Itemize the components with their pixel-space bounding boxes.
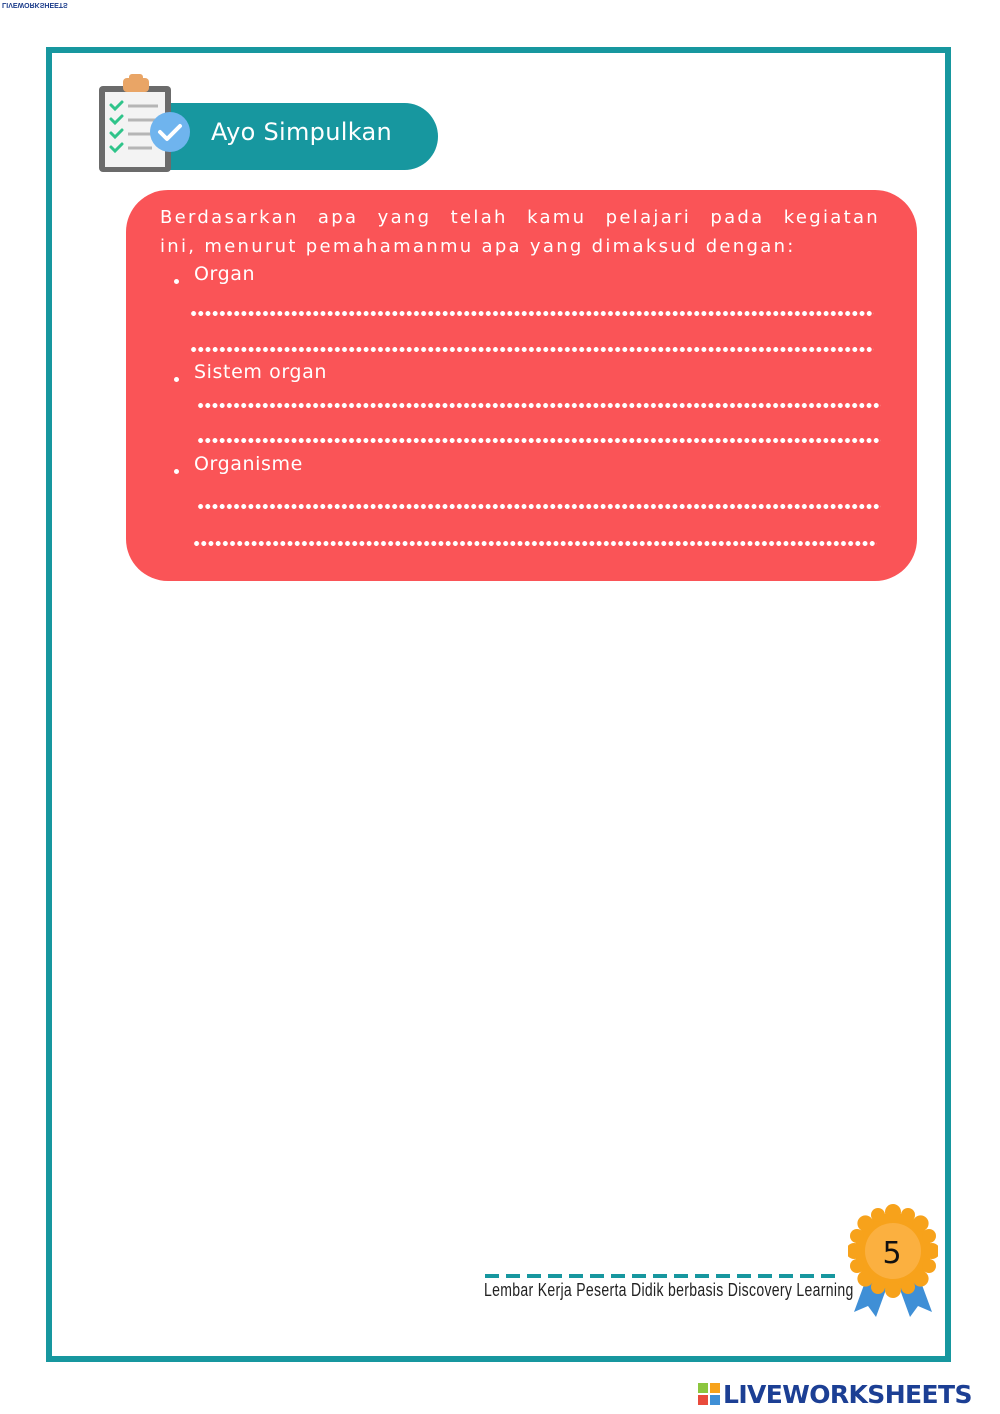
bullet-dot [174, 377, 179, 382]
item-label-organisme: Organisme [194, 453, 303, 475]
answer-line-sistem-organ-1[interactable] [197, 403, 881, 408]
liveworksheets-wordmark: LIVEWORKSHEETS [723, 1379, 972, 1409]
liveworksheets-brand [698, 1378, 972, 1410]
answer-line-organ-2[interactable] [190, 347, 874, 352]
liveworksheets-logo-icon [698, 1383, 720, 1405]
question-prompt-line-2: ini, menurut pemahamanmu apa yang dimaksud dengan: [160, 236, 796, 257]
section-title: Ayo Simpulkan [211, 118, 392, 146]
bullet-dot [174, 279, 179, 284]
answer-line-organisme-2[interactable] [193, 541, 877, 546]
answer-line-organisme-1[interactable] [197, 504, 881, 509]
top-watermark-logo: LIVEWORKSHEETS [2, 1, 68, 8]
footer-caption: Lembar Kerja Peserta Didik berbasis Discovery Learning [484, 1280, 854, 1300]
item-label-organ: Organ [194, 263, 256, 285]
clipboard-checklist-icon [96, 72, 196, 176]
page-number: 5 [882, 1236, 902, 1271]
question-prompt-line-1: Berdasarkan apa yang telah kamu pelajari pada kegiatan [160, 207, 880, 228]
answer-line-sistem-organ-2[interactable] [197, 438, 881, 443]
bullet-dot [174, 469, 179, 474]
item-label-sistem-organ: Sistem organ [194, 361, 327, 383]
footer-dashed-divider [485, 1274, 839, 1278]
answer-line-organ-1[interactable] [190, 311, 874, 316]
